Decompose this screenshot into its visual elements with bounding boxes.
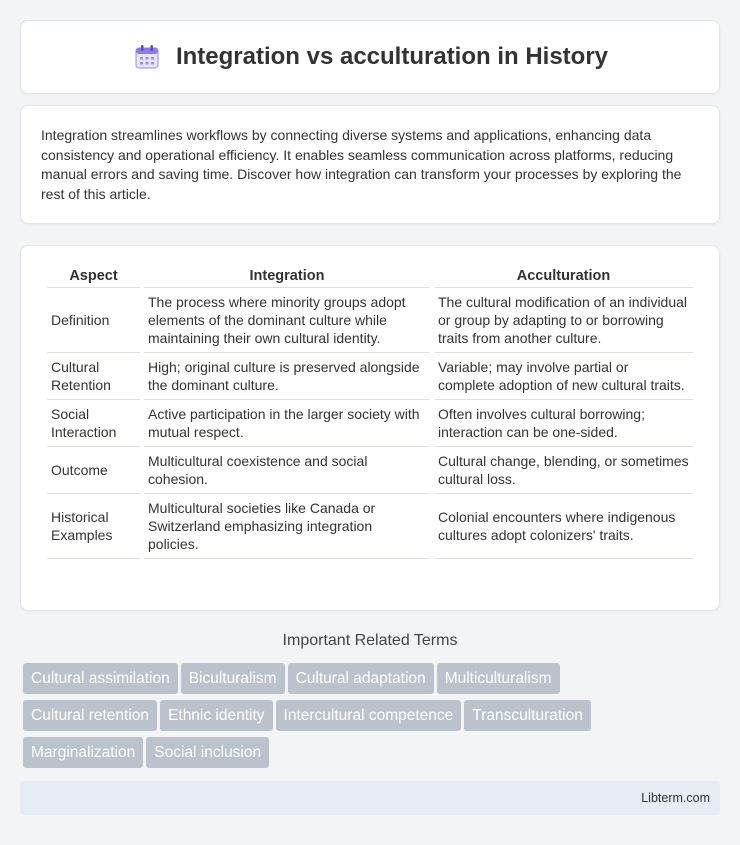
table-cell: Cultural change, blending, or sometimes cultural loss. <box>434 447 693 494</box>
table-cell: Outcome <box>47 447 140 494</box>
tag-transculturation[interactable]: Transculturation <box>464 700 591 731</box>
table-cell: Active participation in the larger society with mutual respect. <box>144 400 430 447</box>
related-terms-list <box>23 663 723 774</box>
footer <box>20 781 720 815</box>
table-cell: Multicultural societies like Canada or Switzerland emphasizing integration policies. <box>144 494 430 559</box>
table-row <box>47 494 693 559</box>
tag-cultural-retention[interactable]: Cultural retention <box>23 700 157 731</box>
table-row <box>47 400 693 447</box>
column-header: Integration <box>144 264 430 288</box>
table-row <box>47 288 693 353</box>
tag-marginalization[interactable]: Marginalization <box>23 737 143 768</box>
table-cell: Social Interaction <box>47 400 140 447</box>
tag-intercultural-competence[interactable]: Intercultural competence <box>276 700 462 731</box>
intro-card <box>20 105 720 224</box>
tag-ethnic-identity[interactable]: Ethnic identity <box>160 700 273 731</box>
table-row <box>47 447 693 494</box>
column-header: Acculturation <box>434 264 693 288</box>
tag-social-inclusion[interactable]: Social inclusion <box>146 737 269 768</box>
table-cell: Historical Examples <box>47 494 140 559</box>
tag-cultural-adaptation[interactable]: Cultural adaptation <box>288 663 434 694</box>
table-cell: High; original culture is preserved alongside the dominant culture. <box>144 353 430 400</box>
calendar-icon <box>132 42 162 72</box>
table-cell: Variable; may involve partial or complete adoption of new cultural traits. <box>434 353 693 400</box>
tag-biculturalism[interactable]: Biculturalism <box>181 663 285 694</box>
comparison-table <box>43 264 697 559</box>
table-cell: Often involves cultural borrowing; interaction can be one-sided. <box>434 400 693 447</box>
tag-multiculturalism[interactable]: Multiculturalism <box>437 663 560 694</box>
tag-cultural-assimilation[interactable]: Cultural assimilation <box>23 663 178 694</box>
table-cell: Definition <box>47 288 140 353</box>
table-cell: The process where minority groups adopt elements of the dominant culture while maintaining their own cultural identity. <box>144 288 430 353</box>
table-header-row <box>47 264 693 288</box>
table-cell: The cultural modification of an individual or group by adapting to or borrowing traits from another culture. <box>434 288 693 353</box>
comparison-table-card <box>20 245 720 611</box>
related-terms-title: Important Related Terms <box>282 632 458 649</box>
table-row <box>47 353 693 400</box>
intro-text: Integration streamlines workflows by connecting diverse systems and applications, enhancing data consistency and operational efficiency. It enables seamless communication across platforms, reducing manual errors and saving time. Discover how integration can transform your processes by exploring the rest of this article. <box>41 127 682 202</box>
table-cell: Cultural Retention <box>47 353 140 400</box>
header-card <box>20 20 720 94</box>
column-header: Aspect <box>47 264 140 288</box>
footer-site-link[interactable]: Libterm.com <box>641 791 710 805</box>
table-cell: Multicultural coexistence and social cohesion. <box>144 447 430 494</box>
page-title: Integration vs acculturation in History <box>175 43 609 70</box>
table-cell: Colonial encounters where indigenous cultures adopt colonizers' traits. <box>434 494 693 559</box>
